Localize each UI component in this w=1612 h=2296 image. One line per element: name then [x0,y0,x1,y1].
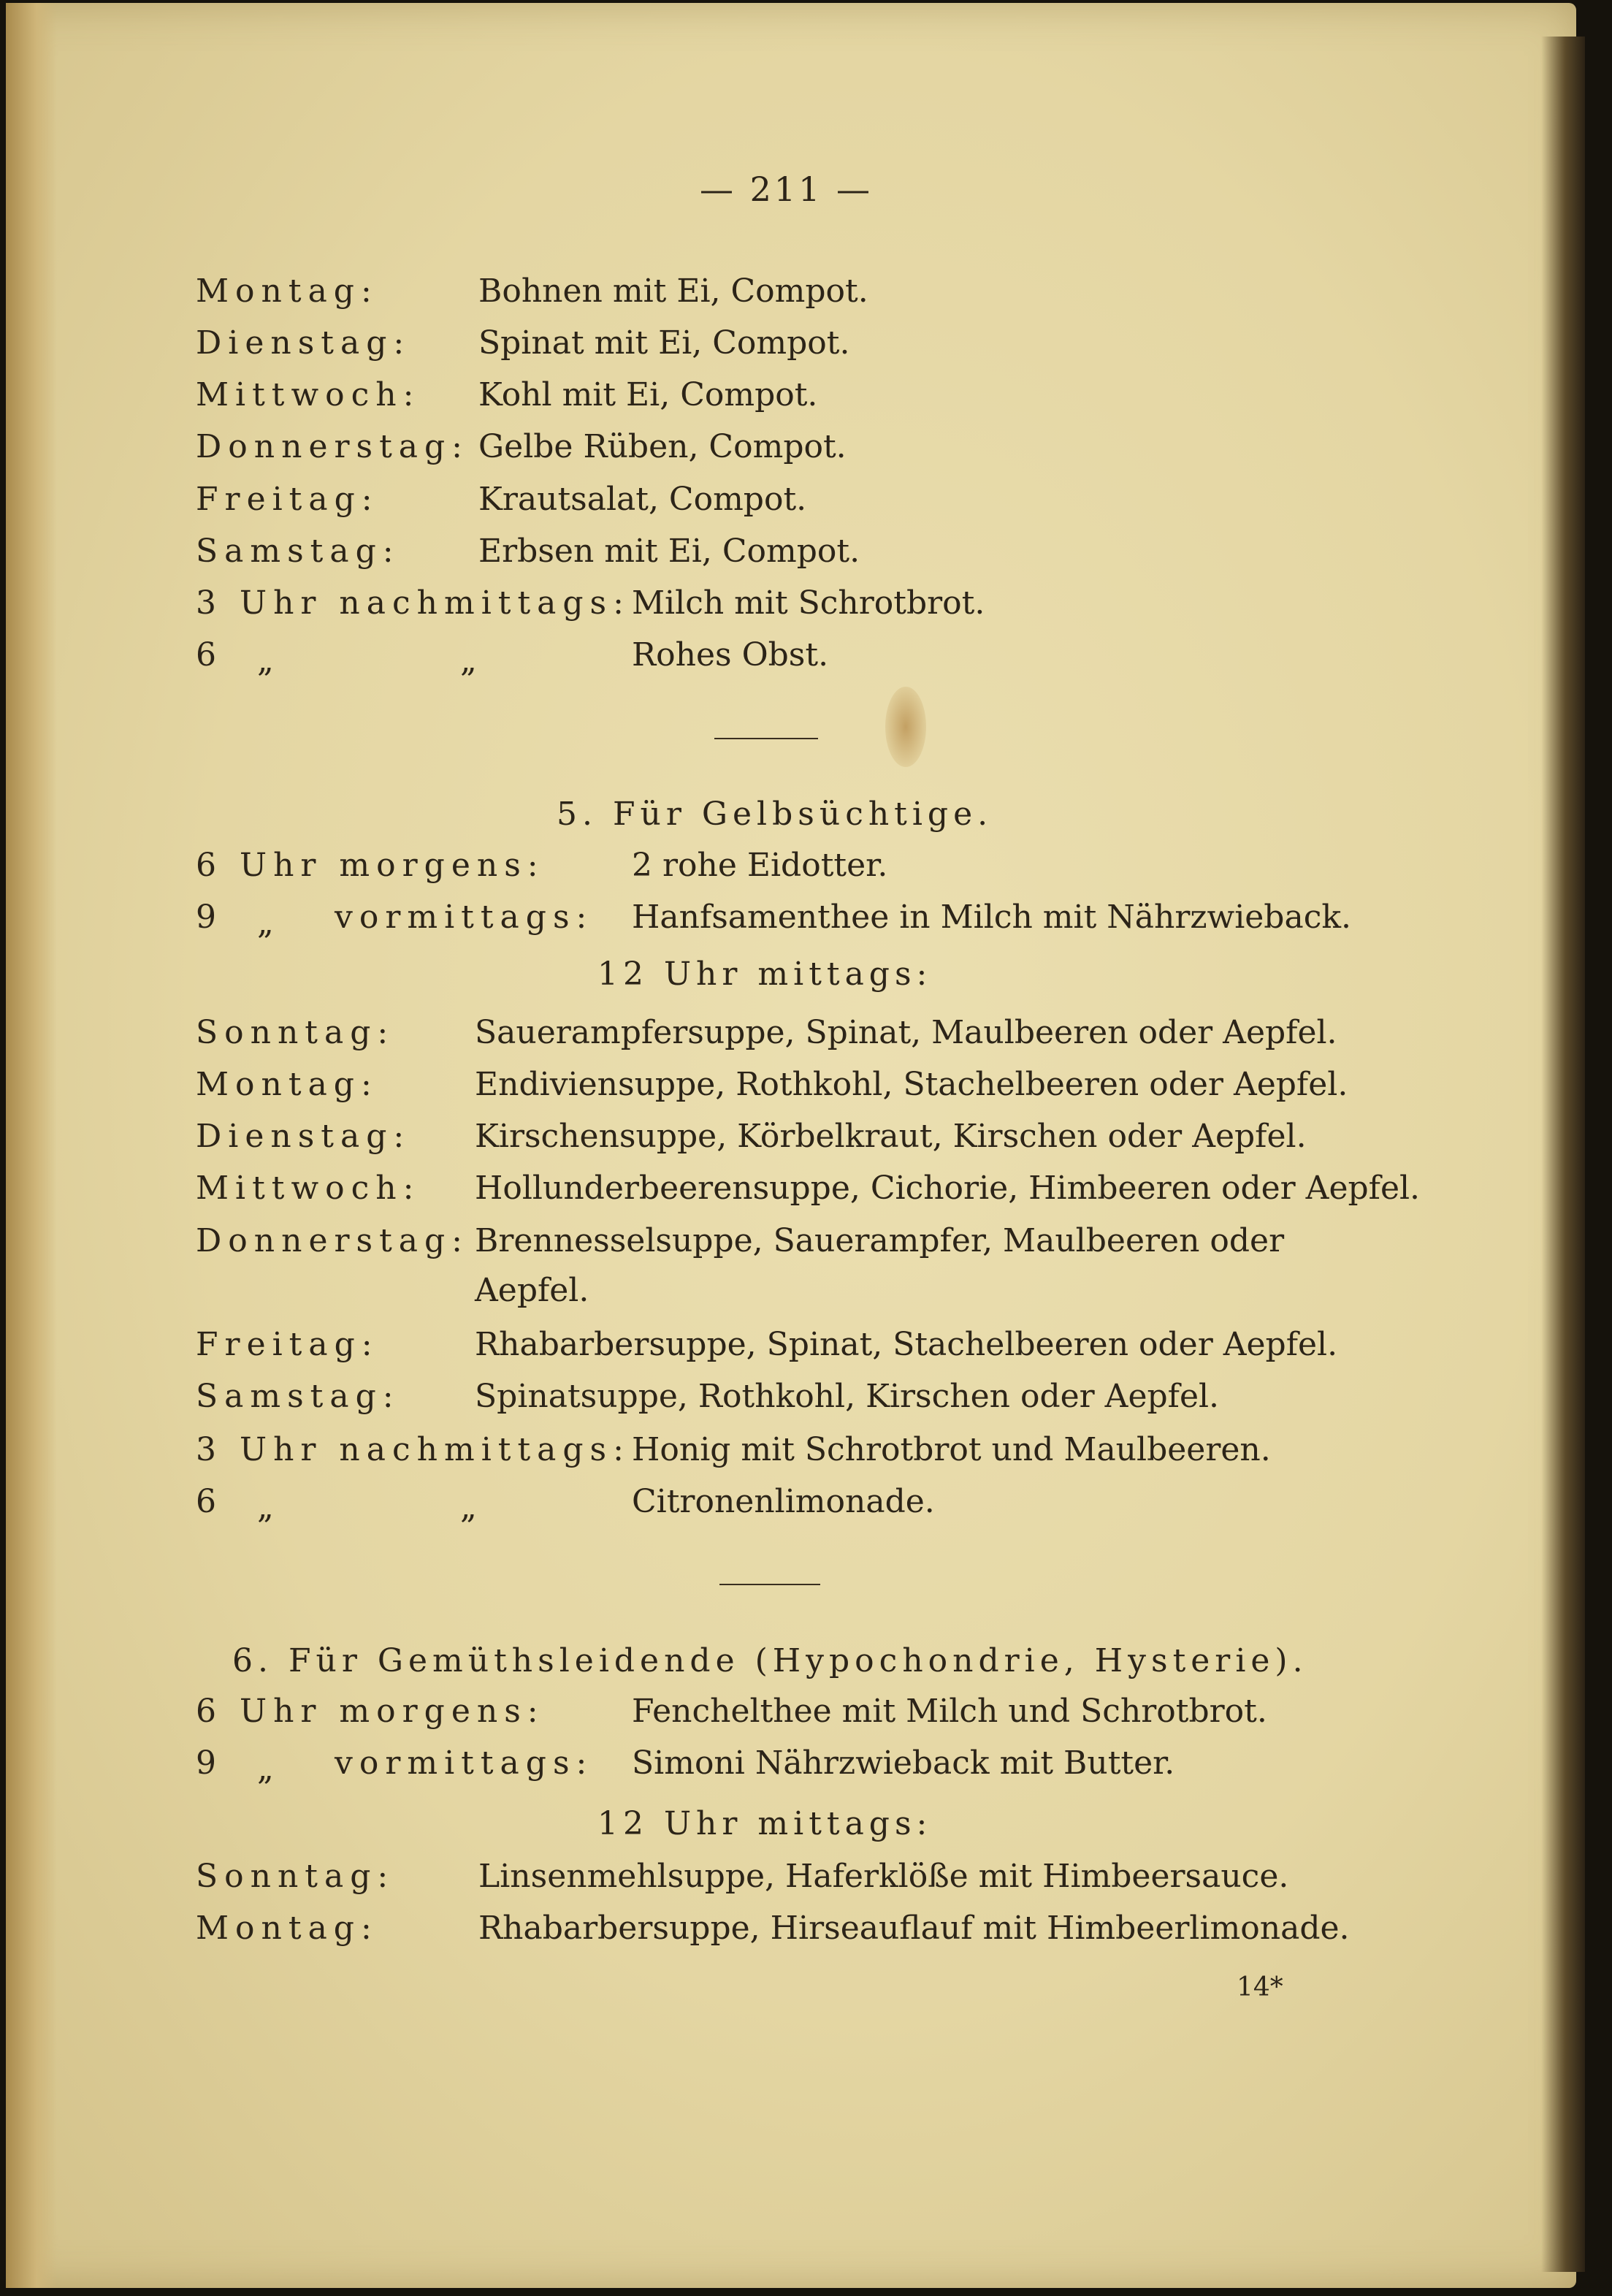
day-label: Dienstag: [196,1118,411,1155]
morning-label: 6 Uhr morgens: [196,847,545,884]
day-label: Mittwoch: [196,1170,421,1207]
day-label: Montag: [196,1910,378,1947]
day-label: Donnerstag: [196,1222,469,1259]
signature-mark: 14* [1237,1972,1283,2002]
day-label: Freitag: [196,481,379,518]
afternoon-meal: Milch mit Schrotbrot. [632,584,985,622]
noon-heading: 12 Uhr mittags: [597,1805,933,1842]
day-label: Mittwoch: [196,376,421,413]
meal-text: Rhabarbersuppe, Hirseauflauf mit Himbeerlimonade. [478,1910,1350,1947]
meal-text: Brennesselsuppe, Sauerampfer, Maulbeeren oder [475,1222,1285,1259]
page-number: — 211 — [700,169,874,209]
morning-meal: 2 rohe Eidotter. [632,847,888,884]
ditto-mark: „ [257,904,274,942]
ditto-mark: „ [257,1750,274,1788]
afternoon-label: 3 Uhr nachmittags: [196,584,630,622]
day-label: Sonntag: [196,1858,395,1895]
day-label: Samstag: [196,533,400,570]
meal-text: Erbsen mit Ei, Compot. [478,533,860,570]
forenoon-label: vormittags: [335,899,594,936]
forenoon-label: vormittags: [335,1744,594,1782]
paper-stain [885,687,926,767]
day-label: Montag: [196,272,378,310]
forenoon-meal: Simoni Nährzwieback mit Butter. [632,1744,1175,1782]
meal-text: Spinatsuppe, Rothkohl, Kirschen oder Aepfel. [475,1378,1220,1415]
section-divider [714,738,818,739]
day-label: Freitag: [196,1326,379,1363]
meal-text: Krautsalat, Compot. [478,481,807,518]
section-title: 5. Für Gelbsüchtige. [557,796,993,833]
meal-text: Sauerampfersuppe, Spinat, Maulbeeren oder Aepfel. [475,1014,1337,1051]
ditto-mark: „ [257,642,274,679]
day-label: Sonntag: [196,1014,395,1051]
evening-meal: Rohes Obst. [632,636,829,674]
section-divider [719,1584,820,1585]
meal-text: Aepfel. [475,1272,589,1309]
meal-text: Bohnen mit Ei, Compot. [478,272,868,310]
morning-label: 6 Uhr morgens: [196,1693,545,1730]
day-label: Dienstag: [196,324,411,362]
meal-text: Endiviensuppe, Rothkohl, Stachelbeeren oder Aepfel. [475,1066,1348,1103]
meal-text: Linsenmehlsuppe, Haferklöße mit Himbeersauce. [478,1858,1289,1895]
afternoon-label: 3 Uhr nachmittags: [196,1431,630,1468]
ditto-mark: „ [460,1489,477,1526]
section-title: 6. Für Gemüthsleidende (Hypochondrie, Hysterie). [232,1642,1308,1679]
noon-heading: 12 Uhr mittags: [597,956,933,993]
meal-text: Gelbe Rüben, Compot. [478,428,847,465]
afternoon-meal: Honig mit Schrotbrot und Maulbeeren. [632,1431,1271,1468]
forenoon-hour: 9 [196,1744,216,1782]
evening-meal: Citronenlimonade. [632,1483,935,1520]
meal-text: Kohl mit Ei, Compot. [478,376,818,413]
evening-hour: 6 [196,636,216,674]
ditto-mark: „ [257,1489,274,1526]
day-label: Samstag: [196,1378,400,1415]
meal-text: Rhabarbersuppe, Spinat, Stachelbeeren oder Aepfel. [475,1326,1338,1363]
book-spine-shadow [6,3,57,2288]
forenoon-meal: Hanfsamenthee in Milch mit Nährzwieback. [632,899,1351,936]
day-label: Donnerstag: [196,428,469,465]
page-edge-shadow [1541,37,1585,2272]
meal-text: Hollunderbeerensuppe, Cichorie, Himbeeren oder Aepfel. [475,1170,1421,1207]
evening-hour: 6 [196,1483,216,1520]
meal-text: Spinat mit Ei, Compot. [478,324,850,362]
meal-text: Kirschensuppe, Körbelkraut, Kirschen oder Aepfel. [475,1118,1307,1155]
forenoon-hour: 9 [196,899,216,936]
day-label: Montag: [196,1066,378,1103]
ditto-mark: „ [460,642,477,679]
morning-meal: Fenchelthee mit Milch und Schrotbrot. [632,1693,1267,1730]
